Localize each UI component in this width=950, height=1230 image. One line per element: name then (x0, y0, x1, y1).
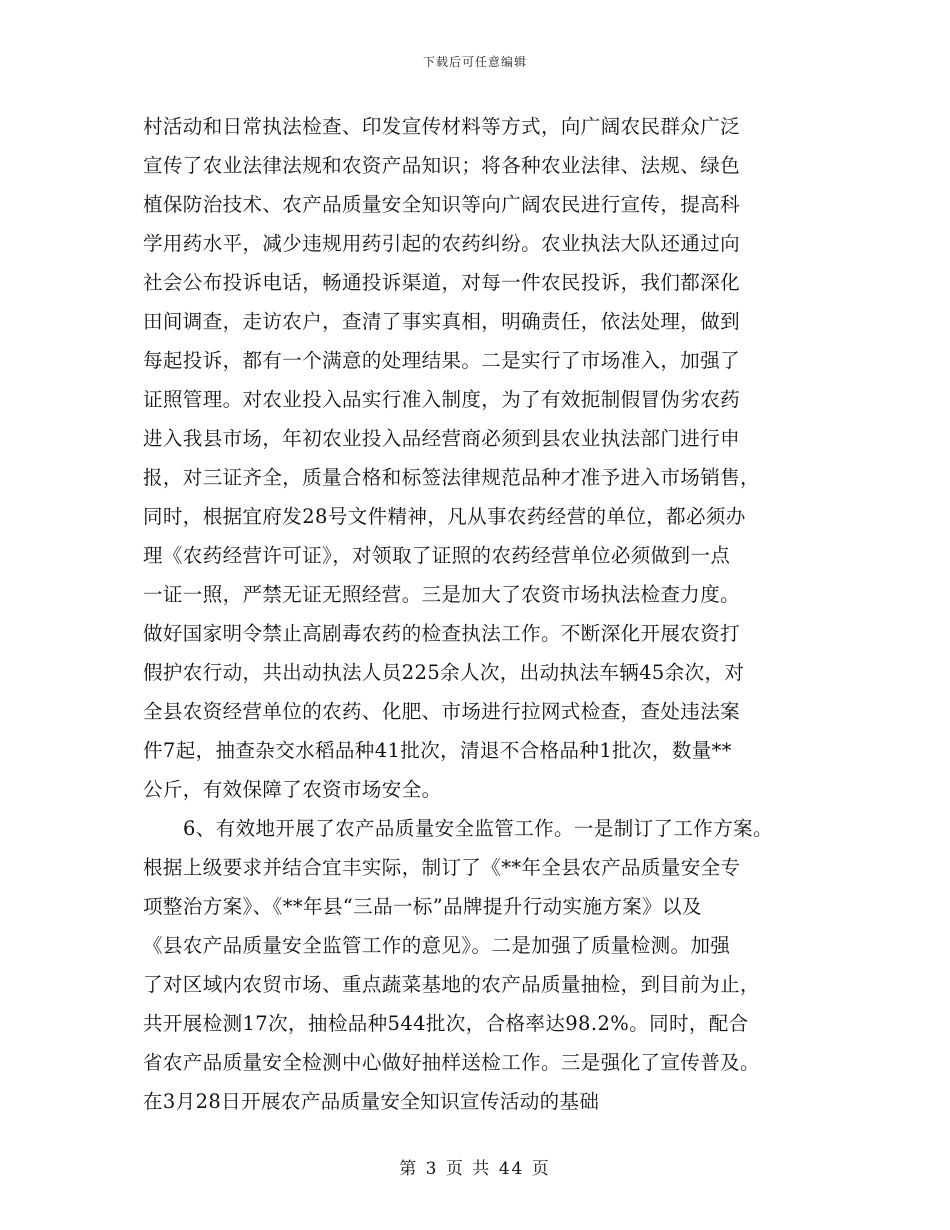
text-line: 《县农产品质量安全监管工作的意见》。二是加强了质量检测。加强 (143, 934, 731, 957)
text-line: 假护农行动，共出动执法人员225余人次，出动执法车辆45余次，对 (143, 661, 745, 684)
text-line: 社会公布投诉电话，畅通投诉渠道，对每一件农民投诉，我们都深化 (143, 271, 741, 294)
text-line: 每起投诉，都有一个满意的处理结果。二是实行了市场准入，加强了 (143, 349, 741, 372)
text-line: 宣传了农业法律法规和农资产品知识；将各种农业法律、法规、绿色 (143, 154, 741, 177)
text-line: 一证一照，严禁无证无照经营。三是加大了农资市场执法检查力度。 (143, 583, 741, 606)
page-number-footer: 第 3 页 共 44 页 (399, 1159, 551, 1179)
body-text (143, 107, 833, 1121)
text-line: 学用药水平，减少违规用药引起的农药纠纷。农业执法大队还通过向 (143, 232, 741, 255)
text-line: 村活动和日常执法检查、印发宣传材料等方式，向广阔农民群众广泛 (143, 115, 741, 138)
text-line: 件7起，抽查杂交水稻品种41批次，清退不合格品种1批次，数量** (143, 739, 732, 762)
text-line: 做好国家明令禁止高剧毒农药的检查执法工作。不断深化开展农资打 (143, 622, 741, 645)
text-line: 共开展检测17次，抽检品种544批次，合格率达98.2%。同时，配合 (143, 1012, 749, 1035)
text-line: 省农产品质量安全检测中心做好抽样送检工作。三是强化了宣传普及。 (143, 1051, 760, 1074)
text-line: 理《农药经营许可证》，对领取了证照的农药经营单位必须做到一点 (143, 544, 731, 567)
text-line: 公斤，有效保障了农资市场安全。 (143, 778, 442, 801)
text-line: 全县农资经营单位的农药、化肥、市场进行拉网式检查，查处违法案 (143, 700, 741, 723)
text-line: 同时，根据宜府发28号文件精神，凡从事农药经营的单位，都必须办 (143, 505, 746, 528)
text-line: 在3月28日开展农产品质量安全知识宣传活动的基础 (143, 1090, 600, 1113)
text-line: 进入我县市场，年初农业投入品经营商必须到县农业执法部门进行申 (143, 427, 741, 450)
text-line: 项整治方案》、《**年县“三品一标”品牌提升行动实施方案》以及 (143, 895, 702, 918)
text-line: 植保防治技术、农产品质量安全知识等向广阔农民进行宣传，提高科 (143, 193, 741, 216)
text-line: 根据上级要求并结合宜丰实际，制订了《**年全县农产品质量安全专 (143, 856, 741, 879)
text-line: 报，对三证齐全，质量合格和标签法律规范品种才准予进入市场销售， (143, 466, 760, 489)
page-header: 下载后可任意编辑 (422, 55, 527, 69)
text-line: 田间调查，走访农户，查清了事实真相，明确责任，依法处理，做到 (143, 310, 741, 333)
text-line: 了对区域内农贸市场、重点蔬菜基地的农产品质量抽检，到目前为止， (143, 973, 760, 996)
paragraph-start-line: 6、有效地开展了农产品质量安全监管工作。一是制订了工作方案。 (183, 817, 773, 840)
text-line: 证照管理。对农业投入品实行准入制度，为了有效扼制假冒伪劣农药 (143, 388, 741, 411)
